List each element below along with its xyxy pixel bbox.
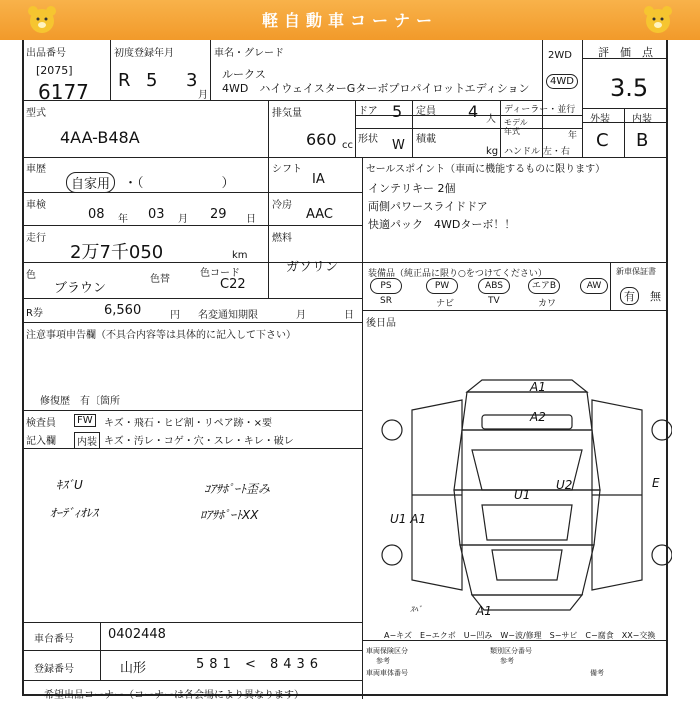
sales-point: 快適パック 4WDターボ！！ <box>368 218 516 231</box>
capacity-value: 4 <box>468 102 479 121</box>
mileage-unit: km <box>232 250 248 261</box>
chassis-no-value: 0402448 <box>108 627 166 642</box>
load-label: 積載 <box>416 134 436 145</box>
history-value-circled: 自家用 <box>66 172 115 193</box>
inspection-label: 車検 <box>26 200 46 211</box>
r-ticket-label: R券 <box>26 308 43 319</box>
capacity-unit: 人 <box>486 114 496 125</box>
bear-mascot-icon <box>640 2 676 38</box>
damage-mark: U1 A1 <box>390 512 427 526</box>
equipment-tv: TV <box>488 296 500 306</box>
name-change-month: 月 <box>296 310 306 321</box>
handle-label: ハンドル 左・右 <box>504 147 570 157</box>
damage-legend: A−キズ E−エクボ U−凹み W−波/修理 S−サビ C−腐食 XX−交換 <box>384 631 656 640</box>
inspection-month-unit: 月 <box>178 214 188 225</box>
exterior-grade: C <box>596 130 609 151</box>
new-car-warranty-label: 新車保証書 <box>616 267 656 276</box>
inspector-note: ﾛｱｻﾎﾟｰﾄXX <box>200 508 259 522</box>
month-unit: 月 <box>198 90 208 101</box>
legend-extra: 類別区分番号 <box>490 647 532 655</box>
equipment-sr: SR <box>380 296 392 306</box>
dealer-label: ディーラー・並行 <box>504 105 576 115</box>
color-value: ブラウン <box>54 281 107 296</box>
r-ticket-value: 6,560 <box>104 303 142 318</box>
model-year-label: モデル 年式 <box>504 118 528 136</box>
fw-items: キズ・飛石・ヒビ割・リペア跡・×要 <box>104 418 272 429</box>
first-reg-year: 5 <box>146 70 158 91</box>
interior-row-label: 内装 <box>74 432 100 449</box>
displacement-label: 排気量 <box>272 108 302 119</box>
warranty-no: 無 <box>650 290 661 303</box>
inspection-year-unit: 年 <box>118 214 128 225</box>
drive-4wd-circled: 4WD <box>546 74 578 89</box>
inspection-day-unit: 日 <box>246 214 256 225</box>
first-reg-month: 3 <box>186 70 198 91</box>
shape-value: W <box>392 138 405 153</box>
entry-label: 記入欄 <box>26 436 56 447</box>
equipment-leather: カワ <box>538 299 557 309</box>
aircon-value: AAC <box>306 207 333 222</box>
legend-extra: 参考 <box>500 657 514 665</box>
score-label: 評 価 点 <box>598 46 653 59</box>
inspector-note: ｷｽﾞU <box>56 478 83 492</box>
year-unit: 年 <box>568 131 578 141</box>
name-change-label: 名変通知期限 <box>198 310 258 321</box>
chassis-no-label: 車台番号 <box>34 634 74 645</box>
repair-history-label: 修復歴 有〔箇所 <box>40 396 120 407</box>
legend-extra: 車両保険区分 <box>366 647 408 655</box>
legend-extra: 車両車体番号 <box>366 669 408 677</box>
damage-mark: A1 <box>476 604 492 618</box>
legend-extra: 参考 <box>376 657 390 665</box>
shift-label: シフト <box>272 164 302 175</box>
aircon-label: 冷房 <box>272 200 292 211</box>
history-rest: ・（ ） <box>124 176 235 191</box>
displacement-value: 660 <box>306 130 337 149</box>
shift-value: IA <box>312 172 325 187</box>
sales-point: インテリキー 2個 <box>368 182 456 195</box>
inspector-label: 検査員 <box>26 418 56 429</box>
damage-mark: A1 <box>530 380 546 394</box>
overall-score: 3.5 <box>610 74 649 102</box>
bear-mascot-icon <box>24 2 60 38</box>
history-label: 車歴 <box>26 164 46 175</box>
mileage-value: 2万7千050 <box>70 242 164 263</box>
model-label: 型式 <box>26 108 46 119</box>
registration-number: 581 < 8436 <box>196 657 324 672</box>
rear-items-label: 後日品 <box>366 318 396 329</box>
sales-point: 両側パワースライドドア <box>368 200 488 213</box>
sales-points-label: セールスポイント（車両に機能するものに限ります） <box>366 164 606 175</box>
fw-label: FW <box>74 414 96 427</box>
fuel-label: 燃料 <box>272 233 292 244</box>
legend-extra: 備考 <box>590 669 604 677</box>
warranty-yes-circled: 有 <box>620 287 639 305</box>
capacity-label: 定員 <box>416 106 436 117</box>
interior-grade: B <box>636 130 649 151</box>
fuel-value: ガソリン <box>286 260 339 275</box>
notes-heading: 注意事項申告欄（不具合内容等は具体的に記入して下さい） <box>26 330 296 341</box>
registration-no-label: 登録番号 <box>34 664 74 675</box>
displacement-unit: cc <box>342 140 353 151</box>
mileage-label: 走行 <box>26 233 46 244</box>
name-change-day: 日 <box>344 310 354 321</box>
wish-corner-label: 希望出品コーナー（コーナーは各会場により異なります） <box>44 690 304 701</box>
lot-prefix: [2075] <box>36 64 73 77</box>
lot-no-label: 出品番号 <box>26 48 66 59</box>
color-code-label: 色コード <box>200 268 240 279</box>
equipment-abs: ABS <box>478 278 510 294</box>
equipment-airbag: エアB <box>528 278 560 294</box>
doors-value: 5 <box>392 102 403 121</box>
equipment-aw: AW <box>580 278 608 294</box>
color-code-value: C22 <box>220 277 246 292</box>
shape-label: 形状 <box>358 134 378 145</box>
model-code: 4AA-B48A <box>60 128 140 147</box>
load-unit: kg <box>486 146 499 157</box>
inspector-note: ｵｰﾃﾞｨｵﾚｽ <box>50 506 99 520</box>
inspection-year: 08 <box>88 207 105 222</box>
drive-2wd: 2WD <box>548 50 572 61</box>
car-name: ルークス <box>222 68 266 81</box>
interior-label: 内装 <box>632 114 652 125</box>
car-grade: 4WD ハイウェイスターGターボプロパイロットエディション <box>222 82 530 95</box>
equipment-navi: ナビ <box>436 299 455 309</box>
inspector-note: ｺｱｻﾎﾟｰﾄ歪み <box>204 482 271 496</box>
damage-mark: U1 <box>514 488 531 502</box>
exterior-label: 外装 <box>590 114 610 125</box>
first-reg-label: 初度登録年月 <box>114 48 174 59</box>
first-reg-era: R <box>118 70 131 91</box>
color-label: 色 <box>26 270 36 281</box>
interior-items: キズ・汚レ・コゲ・穴・スレ・キレ・破レ <box>104 436 294 447</box>
damage-mark: A2 <box>530 410 546 424</box>
equipment-pw: PW <box>426 278 458 294</box>
damage-mark: E <box>652 476 660 490</box>
inspection-month: 03 <box>148 207 165 222</box>
car-grade-label: 車名・グレード <box>214 48 284 59</box>
r-ticket-unit: 円 <box>170 310 180 321</box>
equipment-label: 装備品（純正品に限り○をつけてください） <box>368 269 547 279</box>
damage-mark: ｽﾍﾞ <box>410 605 422 614</box>
damage-mark: U2 <box>556 478 573 492</box>
doors-label: ドア <box>358 106 378 117</box>
color-change-label: 色替 <box>150 274 170 285</box>
page-title: 軽自動車コーナー <box>261 11 438 30</box>
lot-number: 6177 <box>38 80 89 104</box>
inspection-day: 29 <box>210 207 227 222</box>
equipment-ps: PS <box>370 278 402 294</box>
registration-area: 山形 <box>120 661 147 676</box>
